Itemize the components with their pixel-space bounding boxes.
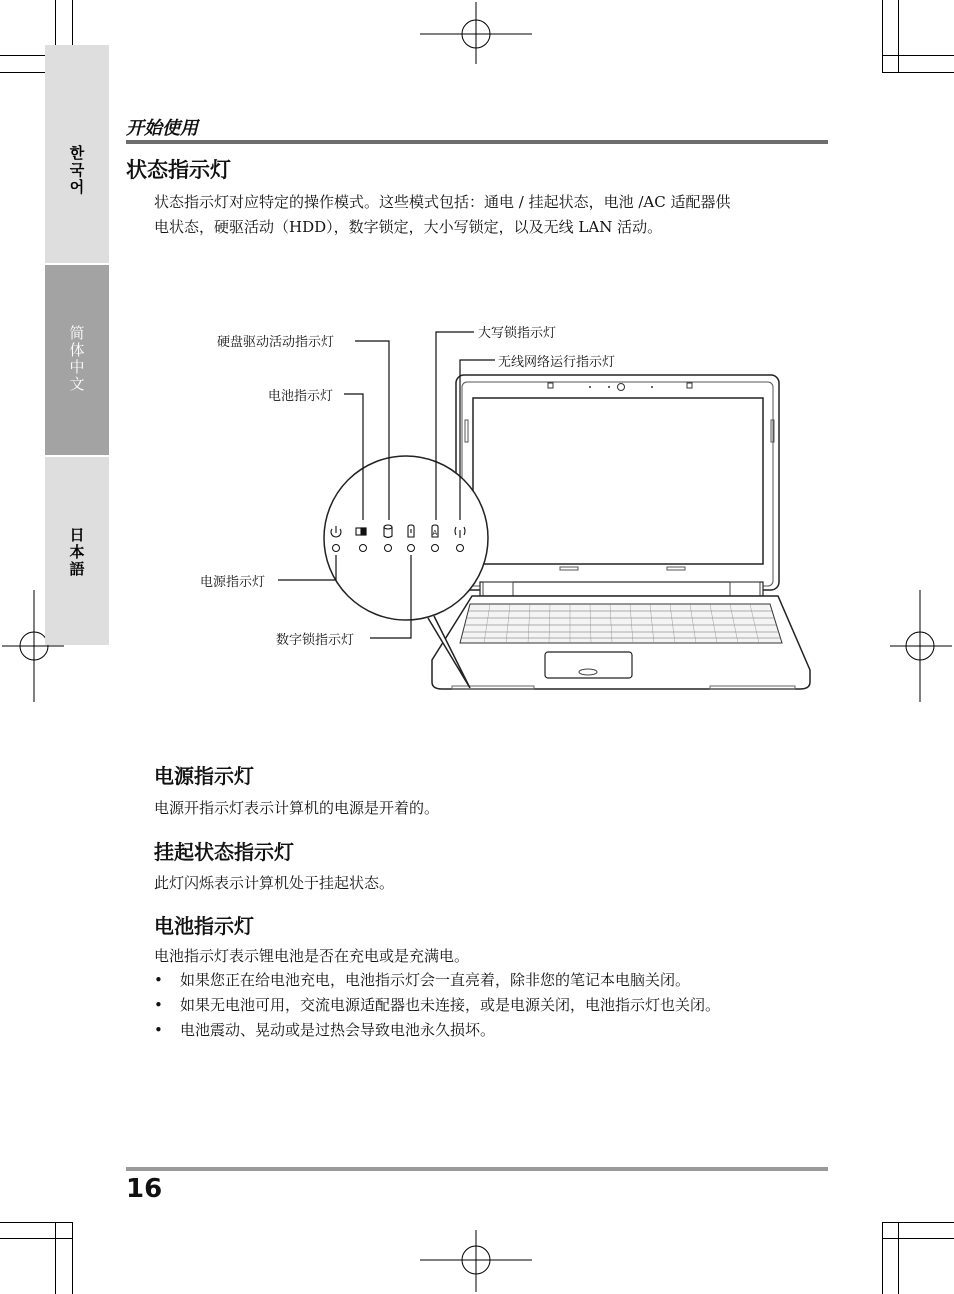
intro-paragraph	[154, 190, 834, 240]
page-number: 16	[126, 1174, 163, 1204]
list-item: • 电池震动、晃动或是过热会导致电池永久损坏。	[154, 1021, 496, 1039]
suspend-section-text: 此灯闪烁表示计算机处于挂起状态。	[154, 874, 395, 892]
label-hdd-indicator: 硬盘驱动活动指示灯	[217, 335, 335, 350]
intro-line-2: 电状态，硬驱活动（HDD），数字锁定，大小写锁定，以及无线 LAN 活动。	[154, 218, 663, 236]
laptop-diagram	[190, 310, 820, 710]
status-indicator-figure	[190, 310, 820, 710]
hdd-led	[385, 545, 392, 552]
power-section-title: 电源指示灯	[154, 764, 254, 788]
battery-section-text: 电池指示灯表示锂电池是否在充电或是充满电。	[154, 947, 470, 965]
label-numlock-indicator: 数字锁指示灯	[276, 633, 355, 648]
page-title: 状态指示灯	[126, 158, 231, 182]
svg-text:A: A	[432, 529, 438, 537]
intro-line-1: 状态指示灯对应特定的操作模式。这些模式包括：通电 / 挂起状态，电池 /AC 适配器供	[154, 193, 731, 211]
list-item: • 如果无电池可用，交流电源适配器也未连接，或是电源关闭，电池指示灯也关闭。	[154, 996, 721, 1014]
footer-divider	[126, 1167, 828, 1171]
battery-led	[360, 545, 367, 552]
tab-simplified-chinese[interactable]: 简体中文	[45, 265, 109, 455]
label-battery-indicator: 电池指示灯	[268, 389, 334, 404]
section-header: 开始使用	[126, 118, 198, 139]
tab-korean[interactable]: 한국어	[45, 45, 109, 263]
power-led	[333, 545, 340, 552]
language-tabs	[45, 45, 109, 645]
label-wlan-indicator: 无线网络运行指示灯	[498, 355, 616, 370]
tab-japanese[interactable]: 日本語	[45, 457, 109, 645]
numlock-led	[408, 545, 415, 552]
battery-section-title: 电池指示灯	[154, 914, 254, 938]
wireless-led	[457, 545, 464, 552]
header-divider	[126, 140, 828, 144]
label-caps-indicator: 大写锁指示灯	[478, 326, 557, 341]
list-item: • 如果您正在给电池充电，电池指示灯会一直亮着，除非您的笔记本电脑关闭。	[154, 971, 691, 989]
power-section-text: 电源开指示灯表示计算机的电源是开着的。	[154, 799, 440, 817]
battery-bullet-list	[154, 968, 844, 1043]
capslock-led	[432, 545, 439, 552]
suspend-section-title: 挂起状态指示灯	[154, 840, 294, 864]
label-power-indicator: 电源指示灯	[200, 575, 266, 590]
